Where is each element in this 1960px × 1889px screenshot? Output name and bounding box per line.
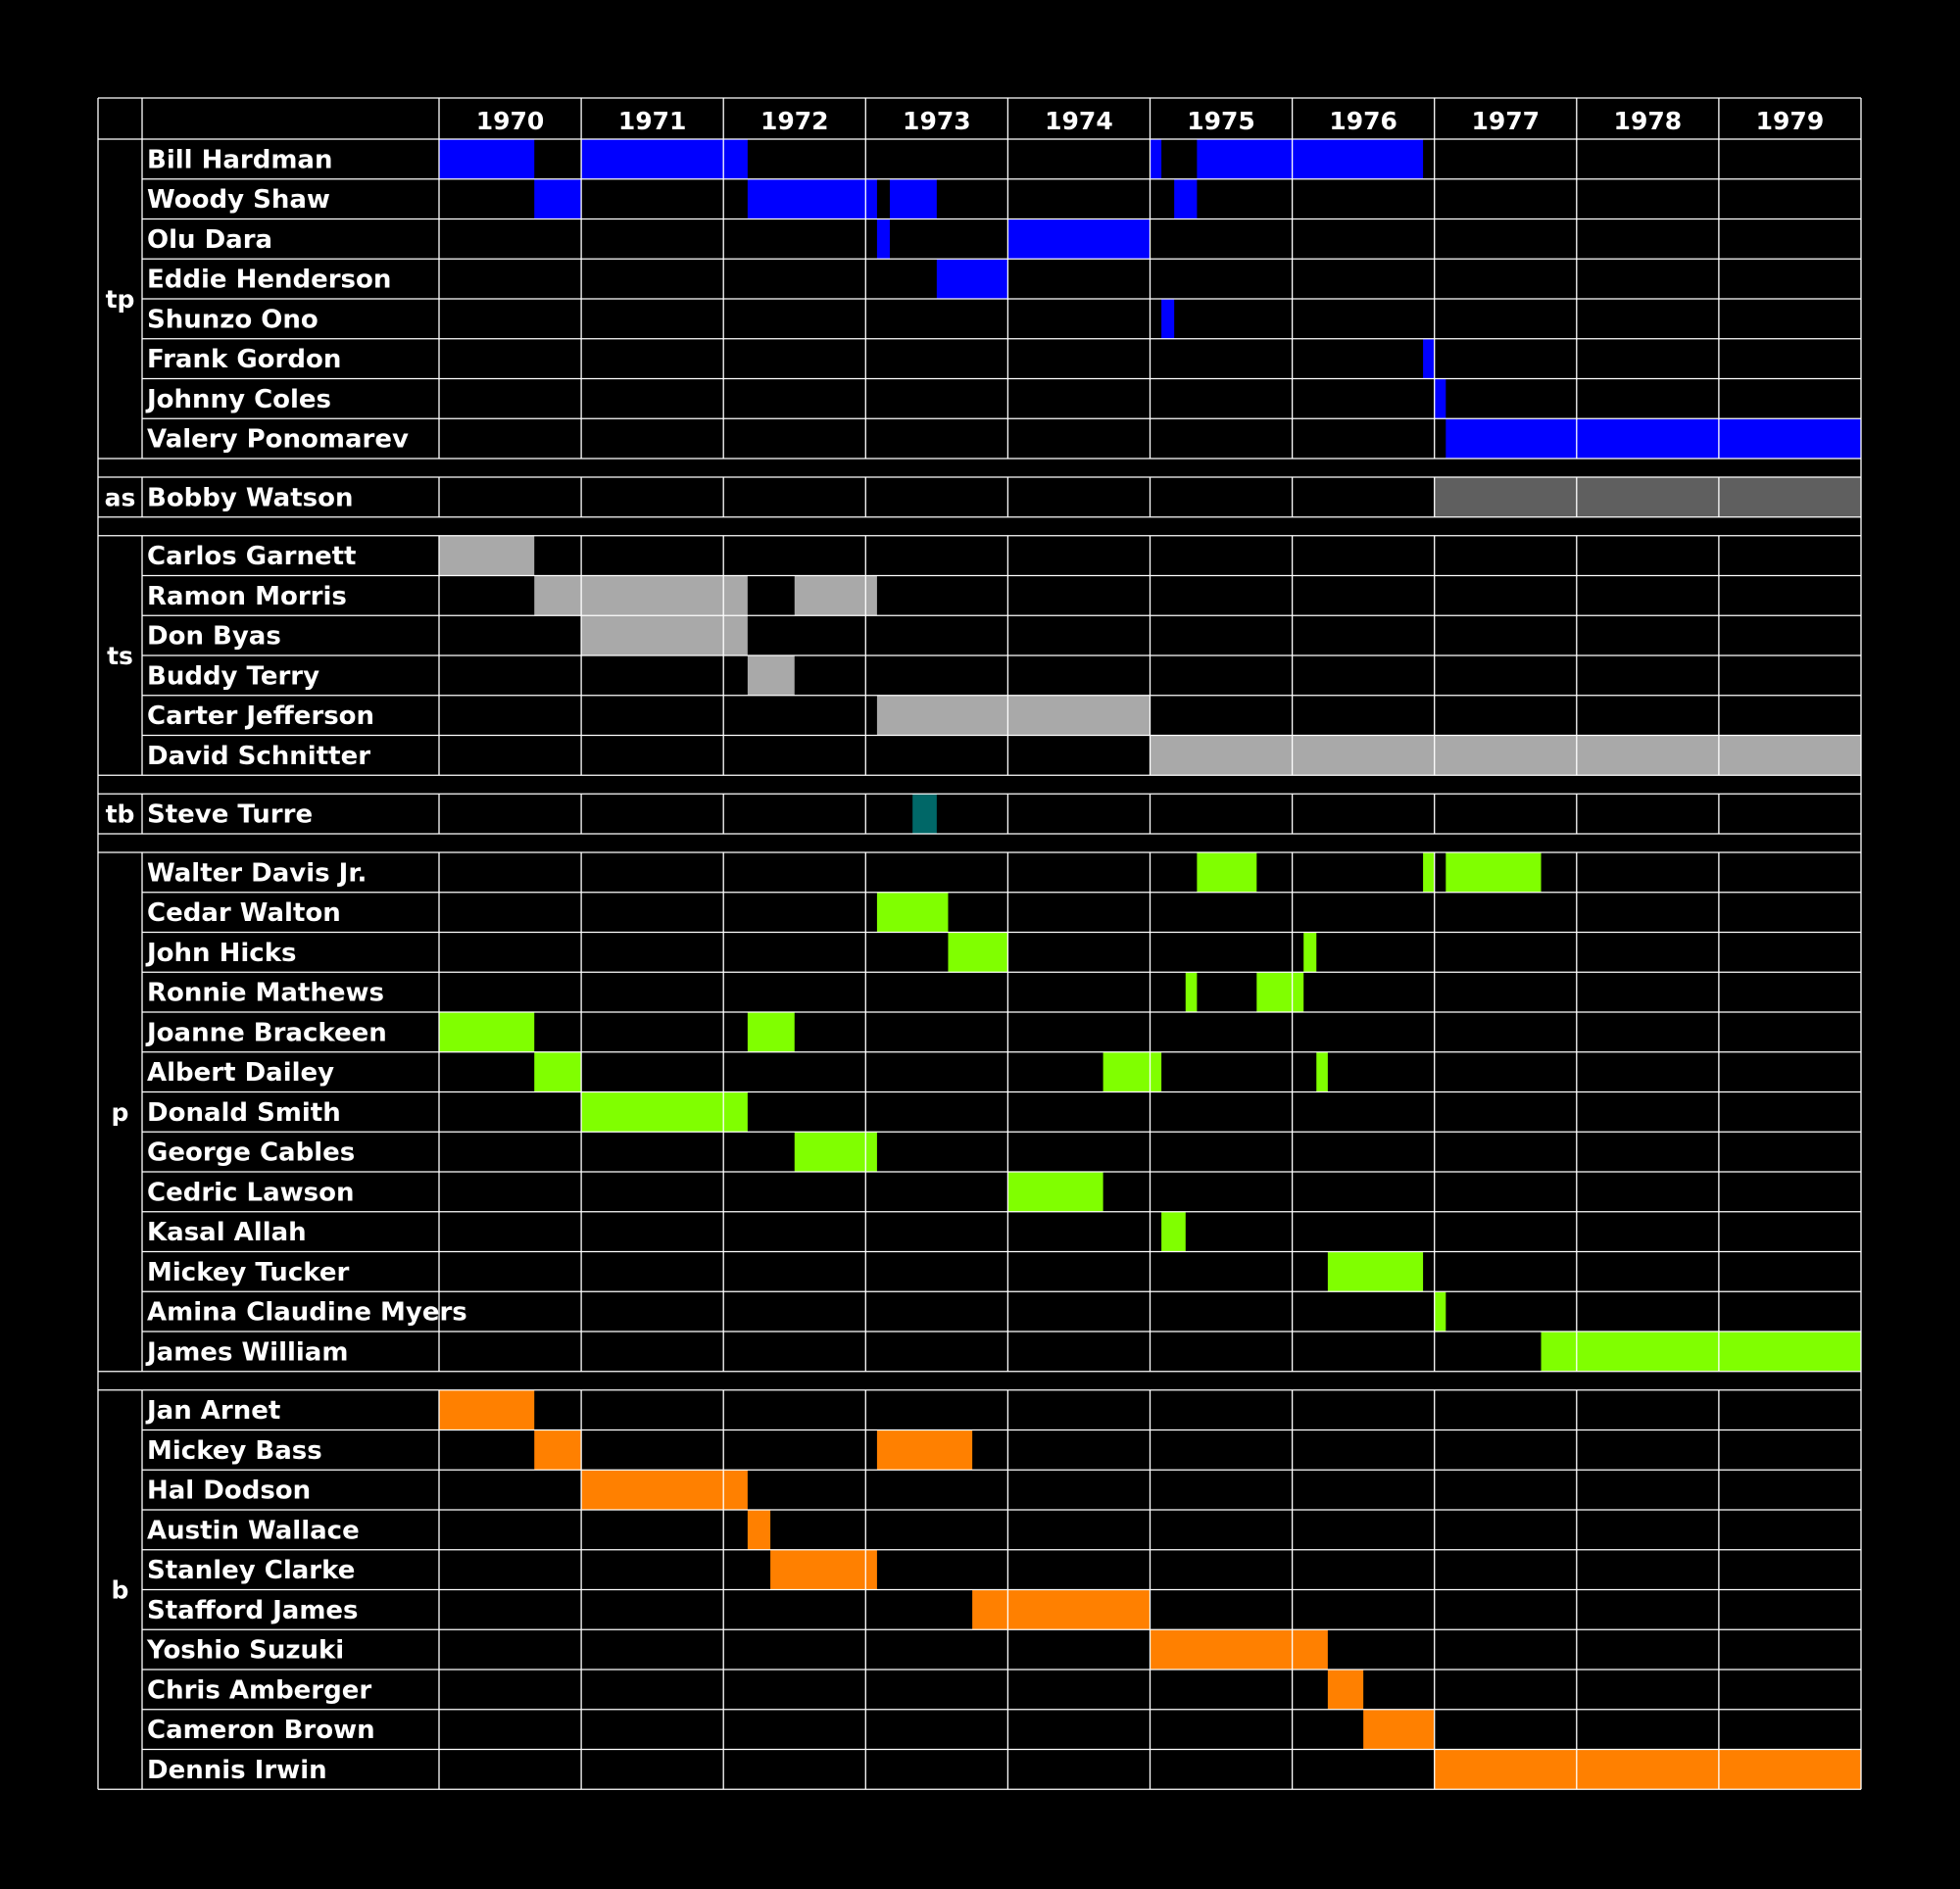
member-bar bbox=[1446, 852, 1541, 893]
member-bar bbox=[1435, 1750, 1861, 1790]
member-bar bbox=[534, 576, 748, 616]
member-bar bbox=[1328, 1670, 1363, 1710]
member-name-label: Ramon Morris bbox=[147, 581, 347, 611]
member-name-label: Hal Dodson bbox=[147, 1476, 312, 1506]
member-bar bbox=[1542, 1332, 1861, 1372]
member-bar bbox=[770, 1550, 877, 1590]
member-name-label: Jan Arnet bbox=[147, 1396, 281, 1427]
year-label: 1974 bbox=[1045, 107, 1113, 135]
member-name-label: Stanley Clarke bbox=[147, 1556, 356, 1586]
member-name-label: John Hicks bbox=[147, 938, 297, 968]
member-name-label: Carlos Garnett bbox=[147, 542, 357, 572]
member-name-label: Amina Claudine Myers bbox=[147, 1297, 467, 1328]
year-label: 1978 bbox=[1613, 107, 1683, 135]
instrument-label: tb bbox=[105, 799, 135, 829]
instrument-label: as bbox=[104, 483, 136, 512]
year-label: 1979 bbox=[1755, 107, 1825, 135]
member-bar bbox=[972, 1590, 1150, 1630]
member-name-label: George Cables bbox=[147, 1138, 356, 1168]
member-name-label: Walter Davis Jr. bbox=[147, 858, 368, 889]
member-bar bbox=[1363, 1710, 1435, 1750]
member-bar bbox=[1197, 852, 1256, 893]
instrument-label: b bbox=[111, 1575, 129, 1605]
member-bar bbox=[1423, 339, 1435, 379]
year-label: 1972 bbox=[760, 107, 829, 135]
member-name-label: Dennis Irwin bbox=[147, 1755, 327, 1785]
member-name-label: Mickey Bass bbox=[147, 1435, 322, 1466]
member-bar bbox=[1007, 1172, 1102, 1212]
member-bar bbox=[937, 259, 1008, 299]
member-name-label: David Schnitter bbox=[147, 741, 371, 771]
member-name-label: Don Byas bbox=[147, 621, 281, 652]
member-bar bbox=[581, 615, 748, 655]
member-bar bbox=[439, 1012, 534, 1052]
member-bar bbox=[1435, 1291, 1446, 1332]
member-bar bbox=[1435, 379, 1446, 419]
member-bar bbox=[1103, 1052, 1161, 1092]
member-bar bbox=[581, 1470, 748, 1510]
member-bar bbox=[439, 139, 534, 179]
member-bar bbox=[1303, 933, 1316, 973]
member-name-label: Donald Smith bbox=[147, 1097, 341, 1128]
member-bar bbox=[748, 1012, 795, 1052]
member-bar bbox=[1435, 477, 1861, 517]
member-name-label: Woody Shaw bbox=[147, 185, 330, 216]
member-bar bbox=[439, 1390, 534, 1430]
member-bar bbox=[1423, 852, 1435, 893]
member-name-label: Kasal Allah bbox=[147, 1218, 307, 1248]
member-name-label: Yoshio Suzuki bbox=[147, 1635, 345, 1666]
member-name-label: Cameron Brown bbox=[147, 1716, 375, 1746]
member-name-label: Buddy Terry bbox=[147, 661, 320, 692]
member-bar bbox=[890, 179, 937, 219]
member-bar bbox=[795, 576, 877, 616]
member-bar bbox=[1328, 1252, 1423, 1292]
year-label: 1975 bbox=[1187, 107, 1255, 135]
member-name-label: Cedar Walton bbox=[147, 898, 341, 929]
member-name-label: Shunzo Ono bbox=[147, 305, 318, 335]
year-label: 1970 bbox=[475, 107, 545, 135]
member-name-label: Joanne Brackeen bbox=[147, 1018, 387, 1048]
member-bar bbox=[1161, 299, 1174, 339]
member-bar bbox=[1151, 736, 1862, 776]
instrument-label: tp bbox=[105, 285, 135, 314]
member-bar bbox=[748, 655, 795, 696]
member-bar bbox=[1316, 1052, 1328, 1092]
member-bar bbox=[581, 1092, 748, 1133]
member-name-label: Eddie Henderson bbox=[147, 265, 392, 295]
year-label: 1976 bbox=[1329, 107, 1397, 135]
member-name-label: Austin Wallace bbox=[147, 1516, 360, 1546]
member-bar bbox=[534, 1430, 581, 1471]
member-name-label: Bobby Watson bbox=[147, 483, 354, 513]
member-name-label: Johnny Coles bbox=[147, 384, 332, 414]
member-name-label: Carter Jefferson bbox=[147, 702, 375, 732]
year-label: 1971 bbox=[617, 107, 687, 135]
instrument-label: p bbox=[111, 1097, 129, 1127]
member-bar bbox=[912, 794, 937, 834]
member-name-label: Cedric Lawson bbox=[147, 1178, 355, 1208]
member-bar bbox=[1256, 972, 1303, 1012]
member-bar bbox=[748, 1510, 770, 1550]
member-name-label: Olu Dara bbox=[147, 224, 273, 255]
member-bar bbox=[581, 139, 748, 179]
member-bar bbox=[877, 1430, 972, 1471]
member-bar bbox=[877, 219, 890, 260]
member-name-label: Steve Turre bbox=[147, 799, 314, 830]
member-bar bbox=[795, 1132, 877, 1172]
member-name-label: Frank Gordon bbox=[147, 345, 342, 375]
year-label: 1977 bbox=[1471, 107, 1541, 135]
member-bar bbox=[1151, 1629, 1328, 1670]
member-bar bbox=[1446, 418, 1861, 459]
member-name-label: Mickey Tucker bbox=[147, 1257, 350, 1287]
member-bar bbox=[1174, 179, 1197, 219]
member-bar bbox=[1197, 139, 1423, 179]
member-bar bbox=[534, 1052, 581, 1092]
member-name-label: Chris Amberger bbox=[147, 1675, 372, 1706]
member-name-label: Valery Ponomarev bbox=[147, 424, 409, 455]
member-name-label: Albert Dailey bbox=[147, 1058, 335, 1089]
member-bar bbox=[1151, 139, 1162, 179]
member-bar bbox=[1007, 219, 1150, 260]
member-name-label: Stafford James bbox=[147, 1595, 359, 1625]
member-name-label: Bill Hardman bbox=[147, 145, 333, 175]
member-bar bbox=[534, 179, 581, 219]
member-bar bbox=[1161, 1212, 1186, 1252]
member-bar bbox=[439, 536, 534, 576]
member-name-label: James William bbox=[147, 1337, 349, 1368]
year-label: 1973 bbox=[903, 107, 971, 135]
member-name-label: Ronnie Mathews bbox=[147, 978, 384, 1008]
member-bar bbox=[1186, 972, 1198, 1012]
member-bar bbox=[948, 933, 1007, 973]
member-bar bbox=[748, 179, 877, 219]
instrument-label: ts bbox=[107, 642, 133, 670]
member-bar bbox=[877, 893, 949, 933]
member-bar bbox=[877, 696, 1151, 736]
